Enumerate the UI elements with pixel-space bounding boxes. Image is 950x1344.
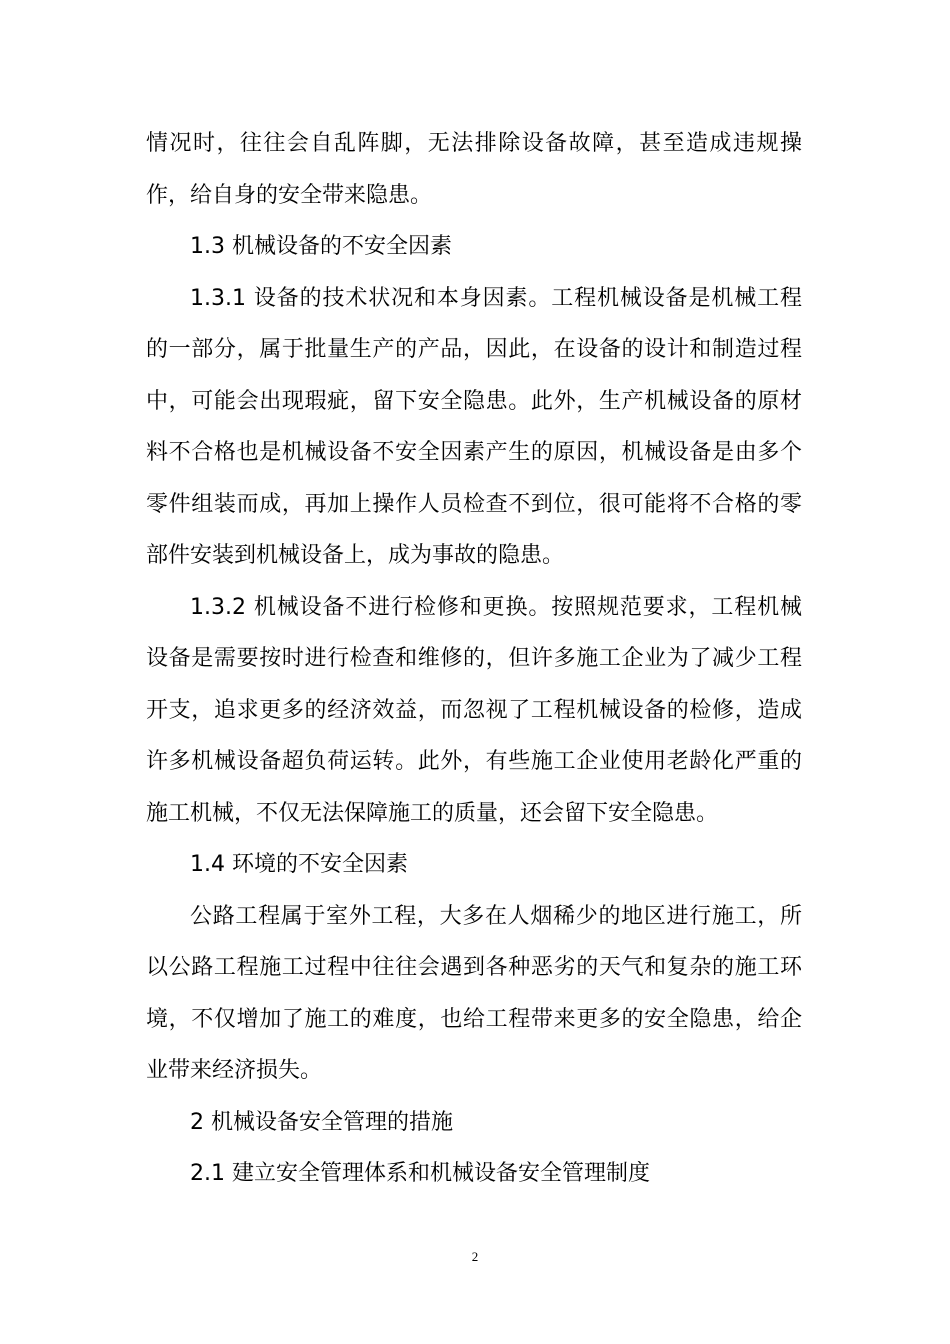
- section-heading-1-3: 1.3 机械设备的不安全因素: [190, 234, 452, 259]
- paragraph-1-3-2: 1.3.2 机械设备不进行检修和更换。按照规范要求，工程机械设备是需要按时进行检查和维修的，但许多施工企业为了减少工程开支，追求更多的经济效益，而忽视了工程机械设备的检修，造成许多机械设备超负荷运转。此外，有些施工企业使用老龄化严重的施工机械，不仅无法保障施工的质量，还会留下安全隐患。: [146, 594, 802, 826]
- document-body: [146, 118, 802, 1200]
- page-number: 2: [471, 1249, 479, 1264]
- paragraph-continuation: 情况时，往往会自乱阵脚，无法排除设备故障，甚至造成违规操作，给自身的安全带来隐患。: [146, 131, 802, 208]
- paragraph-1-3-1: 1.3.1 设备的技术状况和本身因素。工程机械设备是机械工程的一部分，属于批量生产的产品，因此，在设备的设计和制造过程中，可能会出现瑕疵，留下安全隐患。此外，生产机械设备的原材料不合格也是机械设备不安全因素产生的原因，机械设备是由多个零件组装而成，再加上操作人员检查不到位，很可能将不合格的零部件安装到机械设备上，成为事故的隐患。: [146, 285, 802, 568]
- section-heading-1-4: 1.4 环境的不安全因素: [190, 852, 408, 877]
- paragraph-1-4: 公路工程属于室外工程，大多在人烟稀少的地区进行施工，所以公路工程施工过程中往往会遇到各种恶劣的天气和复杂的施工环境，不仅增加了施工的难度，也给工程带来更多的安全隐患，给企业带来经济损失。: [146, 903, 802, 1083]
- section-heading-2-1: 2.1 建立安全管理体系和机械设备安全管理制度: [190, 1161, 650, 1186]
- section-heading-2: 2 机械设备安全管理的措施: [190, 1109, 453, 1135]
